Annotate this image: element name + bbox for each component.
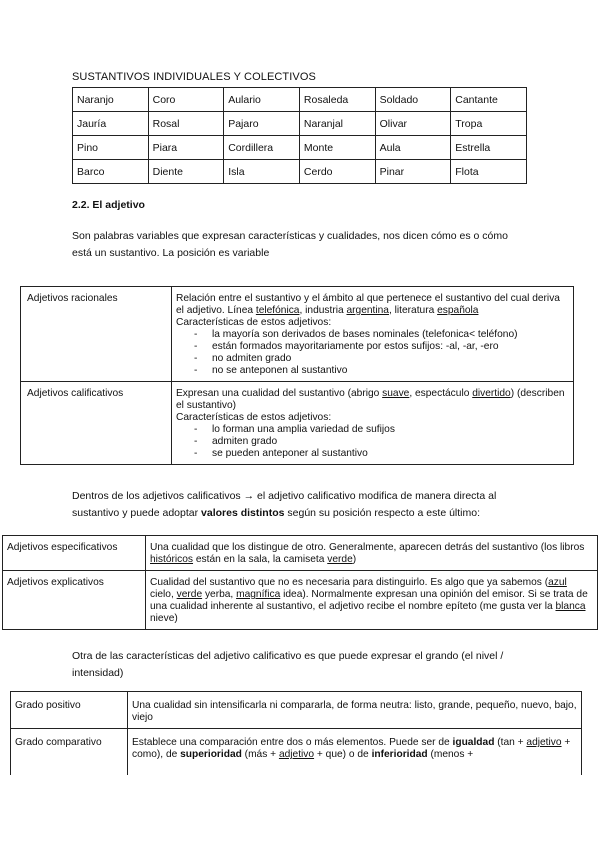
desc-text: , industria bbox=[299, 305, 347, 316]
section-heading: 2.2. El adjetivo bbox=[72, 199, 145, 211]
table-row bbox=[73, 136, 527, 160]
list-item: - no admiten grado bbox=[194, 353, 569, 365]
example-word: española bbox=[437, 305, 479, 316]
calificativos-paragraph bbox=[72, 488, 542, 522]
table-cell: Pinar bbox=[375, 160, 451, 184]
list-item: - se pueden anteponer al sustantivo bbox=[194, 448, 569, 460]
list-item: - lo forman una amplia variedad de sufijos bbox=[194, 424, 569, 436]
nouns-table-body bbox=[73, 88, 527, 184]
list-item: - admiten grado bbox=[194, 436, 569, 448]
table-cell: Cordillera bbox=[224, 136, 300, 160]
table-cell: Estrella bbox=[451, 136, 527, 160]
label-positivo: Grado positivo bbox=[11, 692, 128, 729]
desc-text: Una cualidad que los distingue de otro. Generalmente, aparecen detrás del sustantivo (los libros bbox=[150, 542, 585, 553]
table-cell: Tropa bbox=[451, 112, 527, 136]
table-caption: SUSTANTIVOS INDIVIDUALES Y COLECTIVOS bbox=[72, 71, 316, 83]
example-word: azul bbox=[548, 577, 567, 588]
table-cell: Aula bbox=[375, 136, 451, 160]
table-cell: Rosaleda bbox=[299, 88, 375, 112]
degrees-table bbox=[10, 691, 582, 775]
intro-paragraph: Son palabras variables que expresan características y cualidades, nos dicen cómo es o cómo está un sustantivo. La posición es variable bbox=[72, 230, 508, 259]
table-cell: Pajaro bbox=[224, 112, 300, 136]
example-word: adjetivo bbox=[526, 737, 562, 748]
desc-text: (tan + bbox=[494, 737, 527, 748]
table-cell: Isla bbox=[224, 160, 300, 184]
nouns-table bbox=[72, 87, 527, 184]
characteristics-list bbox=[176, 424, 569, 460]
label-explicativos: Adjetivos explicativos bbox=[3, 571, 146, 630]
grado-paragraph: Otra de las características del adjetivo calificativo es que puede expresar el grando (el nivel / intensidad) bbox=[72, 650, 504, 679]
table-cell: Aulario bbox=[224, 88, 300, 112]
example-word: suave bbox=[382, 388, 410, 399]
desc-text: nieve) bbox=[150, 613, 178, 624]
paragraph-text: según su posición respecto a este último: bbox=[284, 507, 480, 519]
desc-text: Cualidad del sustantivo que no es necesaria para distinguirlo. Es algo que ya sabemos ( bbox=[150, 577, 549, 588]
table-cell: Piara bbox=[148, 136, 224, 160]
table-cell: Flota bbox=[451, 160, 527, 184]
desc-calificativos bbox=[172, 382, 574, 465]
desc-text: + como), de bbox=[132, 737, 571, 760]
desc-racionales bbox=[172, 287, 574, 382]
row-especificativos bbox=[3, 536, 598, 571]
desc-text: Relación entre el sustantivo y el ámbito al que pertenece el sustantivo del cual deriva el adjetivo. Línea bbox=[176, 293, 560, 316]
desc-text: Establece una comparación entre dos o más elementos. Puede ser de bbox=[132, 737, 453, 748]
bold-term: igualdad bbox=[452, 737, 495, 748]
adjective-types-table bbox=[20, 286, 574, 465]
example-word: verde bbox=[176, 589, 203, 600]
desc-comparativo bbox=[128, 729, 582, 776]
label-calificativos: Adjetivos calificativos bbox=[21, 382, 172, 465]
example-word: magnífica bbox=[236, 589, 281, 600]
label-racionales: Adjetivos racionales bbox=[21, 287, 172, 382]
table-cell: Coro bbox=[148, 88, 224, 112]
table-row bbox=[73, 160, 527, 184]
table-cell: Barco bbox=[73, 160, 149, 184]
bold-term: inferioridad bbox=[371, 749, 428, 760]
desc-text: yerba, bbox=[202, 589, 237, 600]
table-cell: Naranjo bbox=[73, 88, 149, 112]
row-explicativos bbox=[3, 571, 598, 630]
desc-text: Expresan una cualidad del sustantivo (abrigo bbox=[176, 388, 383, 399]
list-item: - no se anteponen al sustantivo bbox=[194, 365, 569, 377]
desc-text: ) bbox=[352, 554, 357, 565]
example-word: argentina bbox=[346, 305, 389, 316]
table-cell: Soldado bbox=[375, 88, 451, 112]
position-values-table bbox=[2, 535, 598, 630]
characteristics-list bbox=[176, 329, 569, 377]
table-cell: Monte bbox=[299, 136, 375, 160]
table-cell: Cerdo bbox=[299, 160, 375, 184]
example-word: adjetivo bbox=[278, 749, 315, 760]
desc-text: , espectáculo bbox=[409, 388, 473, 399]
desc-text: (menos + bbox=[427, 749, 474, 760]
desc-text: cielo, bbox=[150, 589, 177, 600]
example-word: telefónica bbox=[255, 305, 300, 316]
desc-text: (más + bbox=[241, 749, 279, 760]
desc-especificativos bbox=[146, 536, 598, 571]
desc-text: idea). Normalmente expresan una opinión del emisor. Si se trata de una cualidad inherente al sustantivo, el adjetivo recibe el nombre epíteto (me gusta ver la bbox=[150, 589, 588, 612]
bold-term: superioridad bbox=[180, 749, 242, 760]
characteristics-title: Características de estos adjetivos: bbox=[176, 412, 332, 423]
table-cell: Diente bbox=[148, 160, 224, 184]
bold-term: valores distintos bbox=[201, 507, 285, 519]
desc-text: + que) o de bbox=[314, 749, 372, 760]
example-word: verde bbox=[327, 554, 353, 565]
example-word: blanca bbox=[555, 601, 586, 612]
characteristics-title: Características de estos adjetivos: bbox=[176, 317, 332, 328]
desc-positivo: Una cualidad sin intensificarla ni compararla, de forma neutra: listo, grande, pequeño, nuevo, bajo, viejo bbox=[128, 692, 582, 729]
example-word: divertido bbox=[472, 388, 511, 399]
list-item: - la mayoría son derivados de bases nominales (telefonica< teléfono) bbox=[194, 329, 569, 341]
table-row bbox=[73, 112, 527, 136]
example-word: históricos bbox=[150, 554, 194, 565]
row-racionales bbox=[21, 287, 574, 382]
row-comparativo bbox=[11, 729, 582, 776]
label-especificativos: Adjetivos especificativos bbox=[3, 536, 146, 571]
table-row bbox=[73, 88, 527, 112]
desc-text: ) (describen el sustantivo) bbox=[176, 388, 565, 411]
desc-text: , literatura bbox=[388, 305, 438, 316]
table-cell: Rosal bbox=[148, 112, 224, 136]
table-cell: Naranjal bbox=[299, 112, 375, 136]
table-cell: Cantante bbox=[451, 88, 527, 112]
row-calificativos bbox=[21, 382, 574, 465]
label-comparativo: Grado comparativo bbox=[11, 729, 128, 776]
list-item: - están formados mayoritariamente por estos sufijos: -al, -ar, -ero bbox=[194, 341, 569, 353]
table-cell: Pino bbox=[73, 136, 149, 160]
row-positivo bbox=[11, 692, 582, 729]
table-cell: Jauría bbox=[73, 112, 149, 136]
desc-text: están en la sala, la camiseta bbox=[193, 554, 328, 565]
desc-explicativos bbox=[146, 571, 598, 630]
table-cell: Olivar bbox=[375, 112, 451, 136]
paragraph-text: Dentros de los adjetivos calificativos → el adjetivo calificativo modifica de manera directa al sustantivo y puede adoptar bbox=[72, 490, 497, 519]
